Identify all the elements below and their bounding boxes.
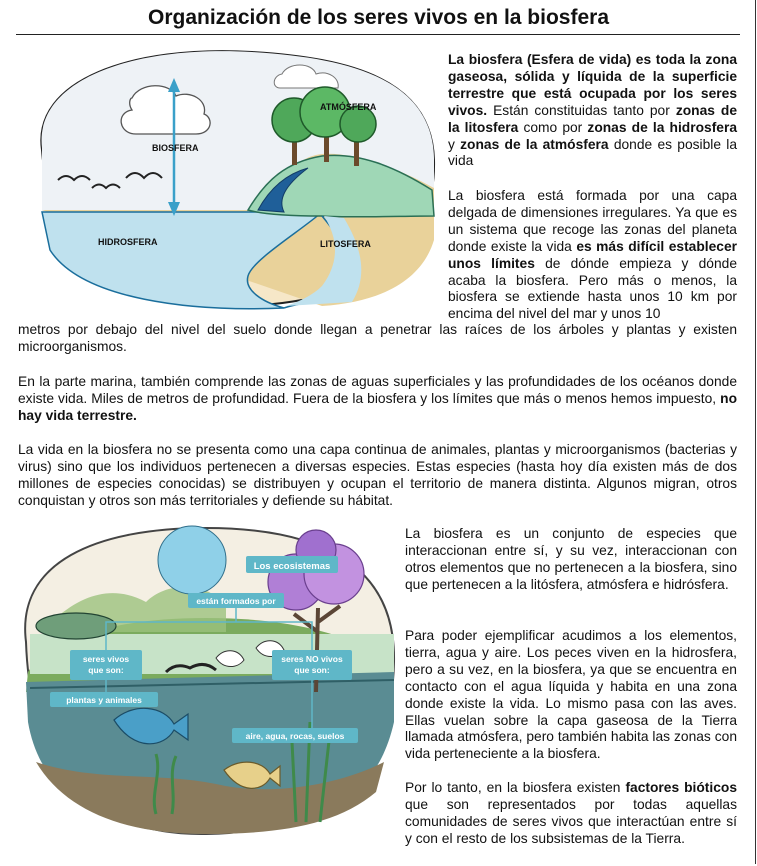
biosphere-diagram — [22, 40, 442, 312]
title-divider — [16, 34, 740, 35]
page-title: Organización de los seres vivos en la biosfera — [147, 6, 609, 29]
label-plantas-animales: plantas y animales — [66, 695, 142, 705]
label-aire-agua: aire, agua, rocas, suelos — [245, 731, 345, 741]
label-formados: están formados por — [196, 596, 276, 606]
paragraph-interaction: La biosfera es un conjunto de especies que interaccionan entre sí, y su vez, interaccionan con otros elementos que no pertenecen a la biosfera, sino que pertenecen a la litósfera, atmósfera e hidrósfera. — [405, 526, 737, 592]
label-hidrosfera: HIDROSFERA — [98, 237, 158, 247]
paragraph-marine: En la parte marina, también comprende las zonas de aguas superficiales y las profundidades de los océanos donde existe vida. Miles de metros de profundidad. Fuera de la biosfera y los límites que más o menos hemos impuesto, no hay vida terrestre. — [18, 374, 737, 423]
paragraph-examples: Para poder ejemplificar acudimos a los elementos, tierra, agua y aire. Los peces viven en la hidrosfera, pero a su vez, en la biosfera, ya que se encuentra en contacto con el agua líquida y habita en una zona donde existe la vida. Lo mismo pasa con las aves. Ellas vuelan sobre la capa gaseosa de la Tierra llamada atmósfera, pero también habita las zonas con vida perteneciente a la biosfera. — [405, 628, 737, 762]
paragraph-limits-continued: metros por debajo del nivel del suelo donde llegan a penetrar las raíces de los árboles y plantas y existen microorganismos. — [18, 322, 737, 354]
label-biosfera: BIOSFERA — [152, 143, 199, 153]
paragraph-limits: La biosfera está formada por una capa delgada de dimensiones irregulares. Ya que es un sistema que recoge las zonas del planeta donde existe la vida es más difícil establecer unos límites de dónde empieza y dónde acaba la biosfera. Pero más o menos, la biosfera se extiende hasta unos 10 km por encima del nivel del mar y unos 10 — [448, 188, 738, 322]
paragraph-species: La vida en la biosfera no se presenta como una capa continua de animales, plantas y microorganismos (bacterias y virus) sino que los individuos pertenecen a diversas especies. Estas especies (hasta hoy día existen más de dos millones de especies conocidas) se distribuyen y ocupan el territorio de manera distinta. Algunos migran, otros conquistan y otros son más territoriales y defiende su hábitat. — [18, 442, 737, 508]
ecosystem-diagram — [16, 522, 400, 838]
label-seres-no-vivos: seres NO vivos que son: — [281, 654, 343, 675]
paragraph-definition: La biosfera (Esfera de vida) es toda la zona gaseosa, sólida y líquida de la superficie terrestre que está ocupada por los seres vivos. Están constituidas tanto por zonas de la litosfera como por zonas de la hidrosfera y zonas de la atmósfera donde es posible la vida — [448, 52, 738, 169]
label-ecosistemas: Los ecosistemas — [253, 561, 331, 572]
label-atmosfera: ATMÓSFERA — [320, 102, 377, 112]
label-litosfera: LITOSFERA — [320, 239, 371, 249]
label-seres-vivos: seres vivos que son: — [82, 654, 130, 675]
paragraph-conclusion: Por lo tanto, en la biosfera existen factores bióticos que son representados por todas aquellas comunidades de seres vivos que interactúan entre sí y con el resto de los subsistemas de la Tierra. — [405, 780, 737, 846]
